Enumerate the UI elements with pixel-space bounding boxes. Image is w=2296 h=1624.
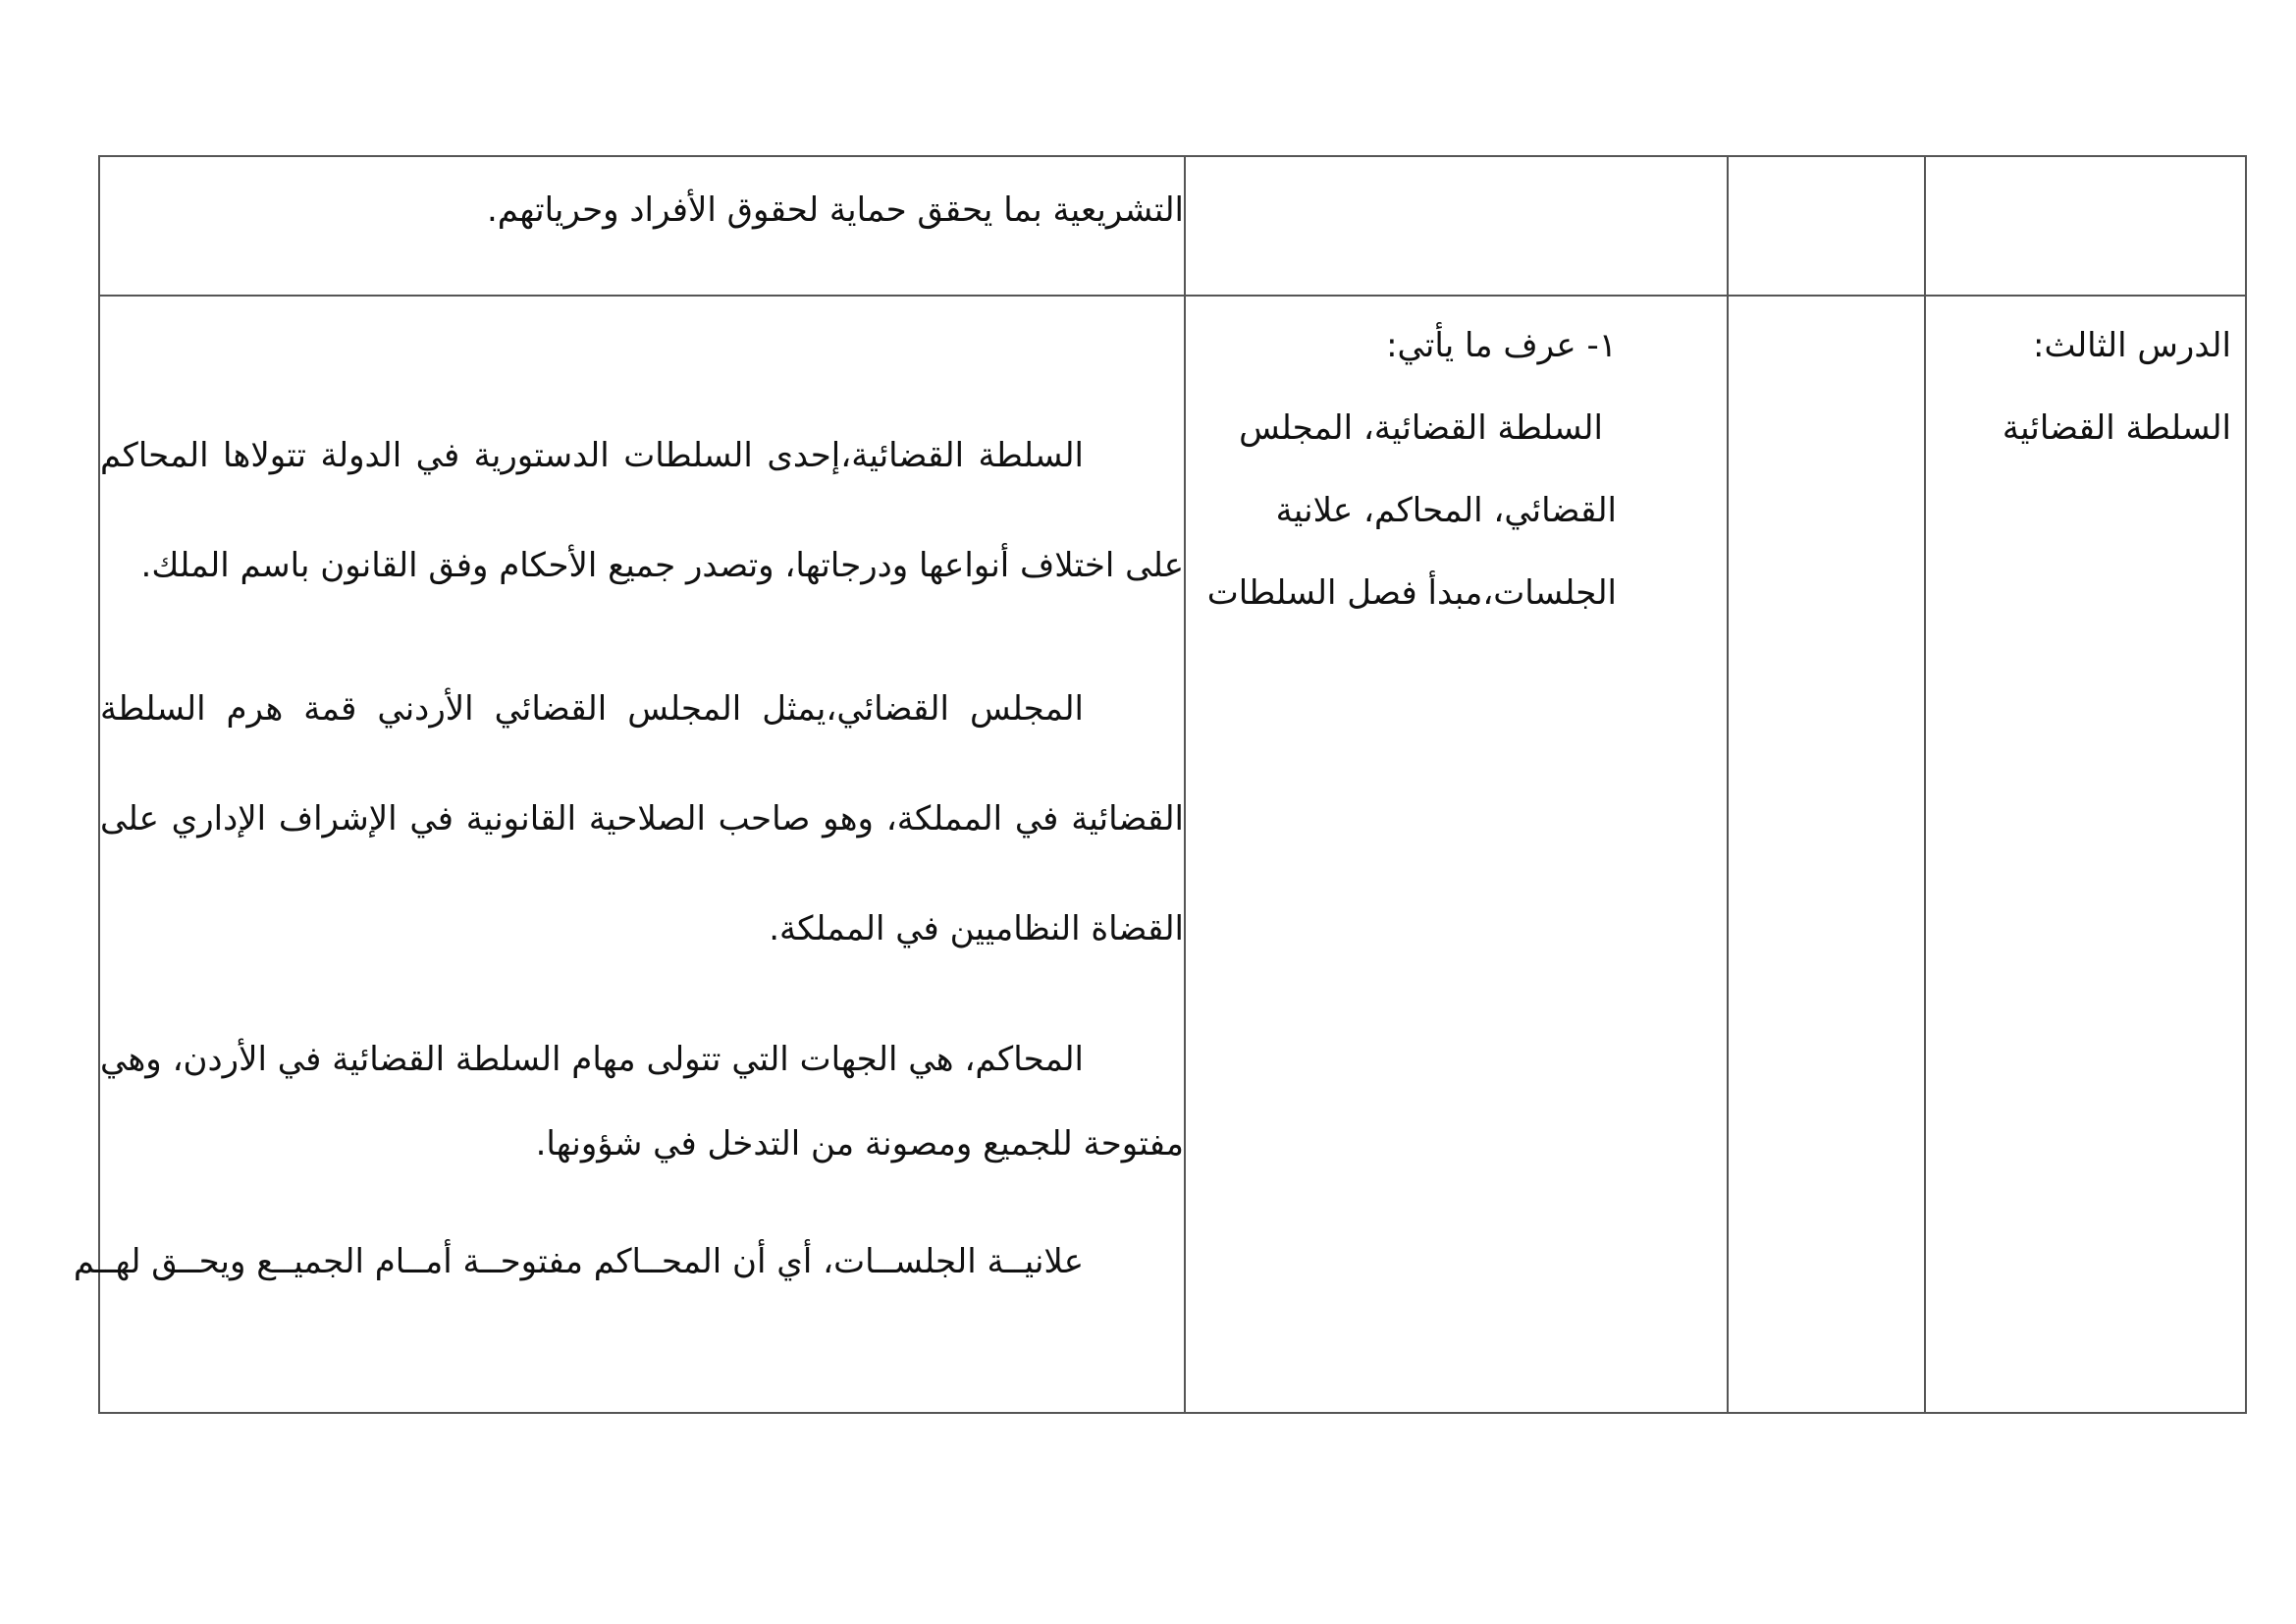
paragraph-judicial-council: المجلس القضائي،يمثل المجلس القضائي الأردني قمة هرم السلطة القضائية في المملكة، وهو صاحب الصلاحية القانونية في الإشراف الإداري على القضاة النظاميين في المملكة. [100,689,1184,948]
lesson-plan-table [73,155,2247,1414]
content-cell [73,296,1185,1413]
table-row [99,156,2246,296]
question-heading: ١- عرف ما يأتي: [1386,326,1617,365]
question-cell-empty [1185,156,1728,296]
question-line: السلطة القضائية، المجلس [1239,408,1603,448]
paragraph-judicial-authority: السلطة القضائية،إحدى السلطات الدستورية في الدولة تتولاها المحاكم على اختلاف أنواعها ودرجاتها، وتصدر جميع الأحكام وفق القانون باسم الملك. [100,436,1184,585]
question-cell [1185,296,1728,1413]
paragraph-courts: المحاكم، هي الجهات التي تتولى مهام السلطة القضائية في الأردن، وهي مفتوحة للجميع ومصونة من التدخل في شؤونها. [100,1040,1184,1164]
paragraph-public-sessions: علانيــة الجلســات، أي أن المحــاكم مفتوحــة أمــام الجميــع ويحــق لهــم [73,1242,1084,1281]
empty-cell [1728,296,1925,1413]
table-row [99,296,2246,1413]
question-line: الجلسات،مبدأ فصل السلطات [1206,573,1617,613]
lesson-cell [1925,296,2246,1413]
empty-cell [1728,156,1925,296]
content-text: التشريعية بما يحقق حماية لحقوق الأفراد وحرياتهم. [487,190,1184,230]
question-line: القضائي، المحاكم، علانية [1275,491,1617,530]
content-cell [99,156,1185,296]
lesson-number: الدرس الثالث: [2032,326,2231,365]
lesson-cell-empty [1925,156,2246,296]
lesson-title: السلطة القضائية [2002,408,2231,448]
